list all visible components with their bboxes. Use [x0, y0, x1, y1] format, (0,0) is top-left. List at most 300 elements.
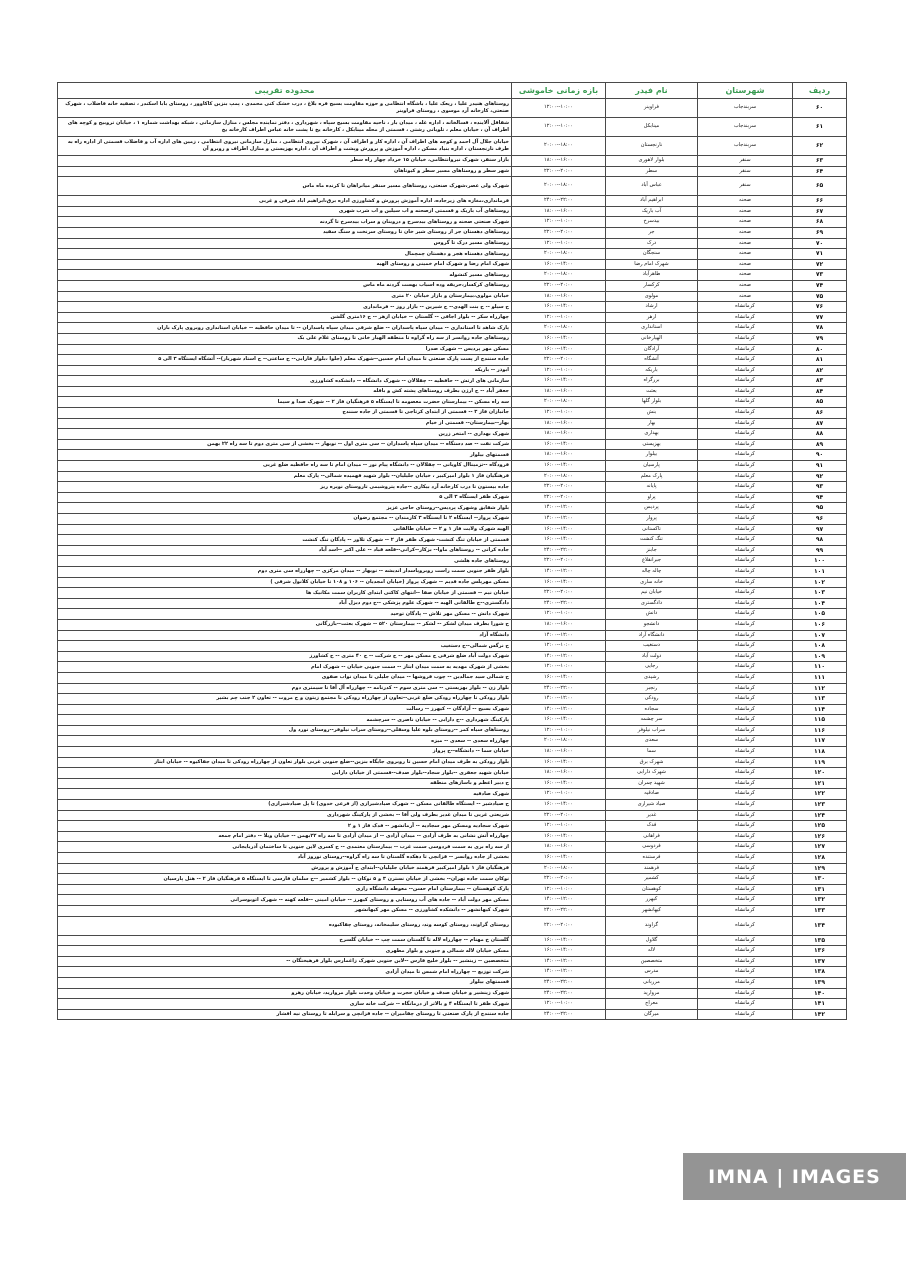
- radif-cell: ۸۹: [793, 439, 847, 450]
- table-row: [58, 956, 847, 967]
- feeder-cell: طاهرآباد: [606, 270, 698, 281]
- feeder-cell: تنگ کنشت: [606, 535, 698, 546]
- table-row: [58, 619, 847, 630]
- time-cell: ۲۰:۰۰--۲۲:۰۰: [512, 280, 606, 291]
- time-cell: ۱۰:۰۰--۱۲:۰۰: [512, 609, 606, 620]
- feeder-cell: دادگستری: [606, 598, 698, 609]
- time-cell: ۱۴:۰۰--۱۶:۰۰: [512, 672, 606, 683]
- table-row: [58, 418, 847, 429]
- area-cell: شهرک پرواز-- ایستگاه ۲ تا ایستگاه ۳ کارمندان -- مجتمع رضوان: [58, 514, 512, 525]
- area-cell: از سه راه بری به سمت فردوسی سمت غرب -- بیمارستان معتمدی -- ح کسری لاین جنوبی تا ساختمان آذربایجانی: [58, 842, 512, 853]
- shahrestan-cell: کرمانشاه: [698, 757, 793, 768]
- radif-cell: ۷۵: [793, 291, 847, 302]
- header-area: محدوده تقریبی: [58, 83, 512, 99]
- area-cell: شهرک ولی عصر،شهرک صنعتی، روستاهای مسیر سنقر میانراهان تا کرنده ماه ماس: [58, 177, 512, 196]
- shahrestan-cell: کرمانشاه: [698, 439, 793, 450]
- area-cell: بلوار ظفر جنوبی سمت راست روبروپاسدار اندیشه -- نوبهار -- میدان مرکزی -- چهارراه سی متری دوم: [58, 566, 512, 577]
- table-row: [58, 270, 847, 281]
- radif-cell: ۸۱: [793, 355, 847, 366]
- table-row: [58, 408, 847, 419]
- time-cell: ۱۸:۰۰--۲۰:۰۰: [512, 397, 606, 408]
- shahrestan-cell: کرمانشاه: [698, 736, 793, 747]
- radif-cell: ۷۸: [793, 323, 847, 334]
- shahrestan-cell: کرمانشاه: [698, 312, 793, 323]
- shahrestan-cell: کرمانشاه: [698, 598, 793, 609]
- table-row: [58, 609, 847, 620]
- radif-cell: ۱۳۳: [793, 905, 847, 916]
- radif-cell: ۱۰۵: [793, 609, 847, 620]
- area-cell: شهرک صادقیه: [58, 789, 512, 800]
- shahrestan-cell: کرمانشاه: [698, 662, 793, 673]
- radif-cell: ۹۸: [793, 535, 847, 546]
- time-cell: ۲۰:۰۰--۲۲:۰۰: [512, 810, 606, 821]
- table-row: [58, 789, 847, 800]
- feeder-cell: دستغیب: [606, 641, 698, 652]
- shahrestan-cell: کرمانشاه: [698, 482, 793, 493]
- feeder-cell: بنش: [606, 408, 698, 419]
- radif-cell: ۱۲۰: [793, 768, 847, 779]
- area-cell: پارک کوهستان -- بیمارستان امام حسن-- معوطه دانشگاه رازی: [58, 884, 512, 895]
- radif-cell: ۸۲: [793, 365, 847, 376]
- radif-cell: ۱۲۲: [793, 789, 847, 800]
- area-cell: جاده کرانی -- روستاهای ماوا-- بزکار--کرانی--قلعه قباد -- علی اکبر --اسد آباد: [58, 545, 512, 556]
- shahrestan-cell: کرمانشاه: [698, 884, 793, 895]
- area-cell: بخشی از شهرک مهدیه به سمت میدان ابتاز -- سمت جنوبی خیابان -- شهرک امام: [58, 662, 512, 673]
- feeder-cell: بلوار لاهوری: [606, 156, 698, 167]
- area-cell: روستاهای هنیدر علیا ، ریعک علیا ، باشگاه انتظامی و حوزه مقاومت بسیج فره بلاغ ، درب خشک کنی محمدی ، پمپ بنزین کاکاوور ، روستای بابا اسکندر ، تصفیه خانه فاضلاب ، شهرک صنعتی، کارخانه آرد موسوی ، روستای فراوینر: [58, 99, 512, 118]
- table-row: [58, 736, 847, 747]
- radif-cell: ۱۰۴: [793, 598, 847, 609]
- shahrestan-cell: کرمانشاه: [698, 461, 793, 472]
- time-cell: ۱۲:۰۰--۱۴:۰۰: [512, 566, 606, 577]
- shahrestan-cell: کرمانشاه: [698, 683, 793, 694]
- shahrestan-cell: کرمانشاه: [698, 630, 793, 641]
- area-cell: بخشی از جاده روانسر -- قزانچی تا دهکده گلستان تا سه راه گراوه--روستای نوروز آباد: [58, 853, 512, 864]
- feeder-cell: ازهر: [606, 312, 698, 323]
- area-cell: پارکینگ شهرداری --ح دارابی -- خیابان ناصری -- سرچشمه: [58, 715, 512, 726]
- area-cell: شهرک دانش -- مسکن مهر تلاش -- پادگان توحید: [58, 609, 512, 620]
- area-cell: شرکت نفت -- صد دستگاه -- میدان سپاه پاسداران -- سی متری اول -- نوبهار -- بخشی از سی متری دوم تا سه راه ۲۲ بهمن: [58, 439, 512, 450]
- shahrestan-cell: کرمانشاه: [698, 376, 793, 387]
- feeder-cell: آب باریک: [606, 206, 698, 217]
- shahrestan-cell: کرمانشاه: [698, 810, 793, 821]
- table-row: [58, 238, 847, 249]
- time-cell: ۱۴:۰۰--۱۶:۰۰: [512, 259, 606, 270]
- radif-cell: ۶۹: [793, 227, 847, 238]
- shahrestan-cell: صحنه: [698, 280, 793, 291]
- table-row: [58, 376, 847, 387]
- time-cell: ۱۶:۰۰--۱۸:۰۰: [512, 768, 606, 779]
- area-cell: چهارراه سعدی -- سعدی -- میزه: [58, 736, 512, 747]
- radif-cell: ۱۱۷: [793, 736, 847, 747]
- watermark-text: IMNA | IMAGES: [708, 1165, 881, 1188]
- radif-cell: ۷۳: [793, 270, 847, 281]
- time-cell: ۱۰:۰۰--۱۲:۰۰: [512, 641, 606, 652]
- feeder-cell: سما: [606, 747, 698, 758]
- time-cell: ۱۲:۰۰--۱۴:۰۰: [512, 630, 606, 641]
- area-cell: قسمتی از خیابان تنگ کنشت- شهرک ظفر فاز ۲ -- شهرک تلاور -- پادگان تنگ کنشت: [58, 535, 512, 546]
- radif-cell: ۱۰۸: [793, 641, 847, 652]
- table-row: [58, 280, 847, 291]
- shahrestan-cell: کرمانشاه: [698, 956, 793, 967]
- time-cell: ۱۲:۰۰--۱۴:۰۰: [512, 956, 606, 967]
- time-cell: ۱۴:۰۰--۱۶:۰۰: [512, 344, 606, 355]
- time-cell: ۱۶:۰۰--۱۸:۰۰: [512, 418, 606, 429]
- table-row: [58, 545, 847, 556]
- area-cell: شهرک زینشیر و خیابان صدف و خیابان حجرت و خیابان وحدت بلوار مروارید، خیابان رهرو: [58, 988, 512, 999]
- area-cell: خیابان سما -- دانشگاه--ح پرواز: [58, 747, 512, 758]
- feeder-cell: دانشگاه آزاد: [606, 630, 698, 641]
- table-row: [58, 935, 847, 946]
- feeder-cell: شهید چمران: [606, 778, 698, 789]
- feeder-cell: بعثت: [606, 386, 698, 397]
- feeder-cell: گلاول: [606, 935, 698, 946]
- table-row: [58, 694, 847, 705]
- radif-cell: ۱۳۵: [793, 935, 847, 946]
- time-cell: ۱۲:۰۰--۱۴:۰۰: [512, 651, 606, 662]
- shahrestan-cell: کرمانشاه: [698, 408, 793, 419]
- shahrestan-cell: کرمانشاه: [698, 323, 793, 334]
- shahrestan-cell: کرمانشاه: [698, 556, 793, 567]
- area-cell: جاده سنندج از پارک صنعتی تا روستای چقامیران -- جاده قزانچی و سرابله تا روستای نیه افشار: [58, 1009, 512, 1020]
- area-cell: روستاهای سیاه کمر --روستای بلوه علیا وسفلی--روستای سراب نیلوفر--روستای نورد ول: [58, 725, 512, 736]
- feeder-cell: پارسیان: [606, 461, 698, 472]
- time-cell: ۱۶:۰۰--۱۸:۰۰: [512, 291, 606, 302]
- time-cell: ۲۰:۰۰--۲۲:۰۰: [512, 556, 606, 567]
- table-row: [58, 683, 847, 694]
- shahrestan-cell: کرمانشاه: [698, 333, 793, 344]
- area-cell: شهرک صنعتی صحنه و روستاهای بیدسرخ و دروینان و سراب بیدسرخ تا گردنه: [58, 217, 512, 228]
- time-cell: ۱۸:۰۰--۲۰:۰۰: [512, 323, 606, 334]
- area-cell: فرهنگیان فاز ۱ بلوار امیرکبیر فرهمند خیابان جلیلیان--ابتدای ح آموزش و پرورش: [58, 863, 512, 874]
- time-cell: ۱۲:۰۰--۱۴:۰۰: [512, 704, 606, 715]
- shahrestan-cell: کرمانشاه: [698, 916, 793, 935]
- table-row: [58, 725, 847, 736]
- feeder-cell: بهار: [606, 418, 698, 429]
- radif-cell: ۱۴۲: [793, 1009, 847, 1020]
- feeder-cell: شهرک امام رضا: [606, 259, 698, 270]
- radif-cell: ۹۵: [793, 503, 847, 514]
- feeder-cell: سر چشمه: [606, 715, 698, 726]
- shahrestan-cell: سنقر: [698, 156, 793, 167]
- table-row: [58, 323, 847, 334]
- time-cell: ۲۰:۰۰--۲۲:۰۰: [512, 916, 606, 935]
- radif-cell: ۶۵: [793, 177, 847, 196]
- feeder-cell: کرکسار: [606, 280, 698, 291]
- time-cell: ۱۰:۰۰--۱۲:۰۰: [512, 408, 606, 419]
- time-cell: ۱۴:۰۰--۱۶:۰۰: [512, 333, 606, 344]
- radif-cell: ۷۶: [793, 302, 847, 313]
- time-cell: ۲۰:۰۰--۲۲:۰۰: [512, 588, 606, 599]
- feeder-cell: سراب نیلوفر: [606, 725, 698, 736]
- shahrestan-cell: کرمانشاه: [698, 344, 793, 355]
- area-cell: جانبازان فاز ۳ -- قسمتی از ابتدای کرتاجی تا قسمتی از جاده سنندج: [58, 408, 512, 419]
- table-row: [58, 196, 847, 207]
- radif-cell: ۱۳۰: [793, 874, 847, 885]
- feeder-cell: تاکستانی: [606, 524, 698, 535]
- radif-cell: ۱۴۰: [793, 988, 847, 999]
- feeder-cell: رشیدی: [606, 672, 698, 683]
- radif-cell: ۸۵: [793, 397, 847, 408]
- area-cell: شهرک ظفر ایستگاه ۳ الی ۵: [58, 492, 512, 503]
- area-cell: متخصصین -- زینشیر -- بلوار خلیج فارس --لاین جنوبی شهرک زاغمارس بلوار فرهیختگان --: [58, 956, 512, 967]
- shahrestan-cell: صحنه: [698, 227, 793, 238]
- time-cell: ۱۸:۰۰--۲۰:۰۰: [512, 177, 606, 196]
- time-cell: ۱۸:۰۰--۲۰:۰۰: [512, 471, 606, 482]
- table-row: [58, 821, 847, 832]
- shahrestan-cell: کرمانشاه: [698, 853, 793, 864]
- shahrestan-cell: کرمانشاه: [698, 895, 793, 906]
- feeder-cell: پردیس: [606, 503, 698, 514]
- time-cell: ۱۰:۰۰--۱۲:۰۰: [512, 312, 606, 323]
- header-time: بازه زمانی خاموشی: [512, 83, 606, 99]
- radif-cell: ۱۳۸: [793, 967, 847, 978]
- table-row: [58, 471, 847, 482]
- shahrestan-cell: کرمانشاه: [698, 672, 793, 683]
- time-cell: ۲۲:۰۰--۲۴:۰۰: [512, 977, 606, 988]
- table-body: [58, 99, 847, 1020]
- radif-cell: ۱۳۷: [793, 956, 847, 967]
- area-cell: ح شورا بطرف میدان لشکر -- لشکر -- بیمارستان ۵۲۰ -- شهرک بعثت--بازرگانی: [58, 619, 512, 630]
- table-row: [58, 503, 847, 514]
- table-row: [58, 302, 847, 313]
- shahrestan-cell: سنقر: [698, 177, 793, 196]
- area-cell: ح سیلو -- ح بنت الهدی-- ح شیرین -- بازار روز -- فرمانداری: [58, 302, 512, 313]
- radif-cell: ۸۴: [793, 386, 847, 397]
- time-cell: ۲۲:۰۰--۲۴:۰۰: [512, 545, 606, 556]
- shahrestan-cell: کرمانشاه: [698, 704, 793, 715]
- shahrestan-cell: کرمانشاه: [698, 545, 793, 556]
- shahrestan-cell: کرمانشاه: [698, 397, 793, 408]
- time-cell: ۱۰:۰۰--۱۲:۰۰: [512, 789, 606, 800]
- time-cell: ۱۴:۰۰--۱۶:۰۰: [512, 800, 606, 811]
- shahrestan-cell: کرمانشاه: [698, 429, 793, 440]
- time-cell: ۲۲:۰۰--۲۴:۰۰: [512, 905, 606, 916]
- area-cell: سازمانی های ارتش -- حافظیه -- چقلالان -- شهرک دانشگاه -- دانشکده کشاورزی: [58, 376, 512, 387]
- area-cell: مسکن مهر پردیس -- شهرک صدرا: [58, 344, 512, 355]
- area-cell: خیابان نیم -- قسمتی از خیابان صفا --انتهای کاکنی ابتدای کاربران سمت مکانیک ها: [58, 588, 512, 599]
- feeder-cell: فرستنده: [606, 853, 698, 864]
- shahrestan-cell: کرمانشاه: [698, 471, 793, 482]
- time-cell: ۱۶:۰۰--۱۸:۰۰: [512, 619, 606, 630]
- table-row: [58, 768, 847, 779]
- time-cell: ۱۶:۰۰--۱۸:۰۰: [512, 747, 606, 758]
- feeder-cell: سطر: [606, 166, 698, 177]
- table-row: [58, 312, 847, 323]
- table-row: [58, 630, 847, 641]
- shahrestan-cell: کرمانشاه: [698, 609, 793, 620]
- feeder-cell: صادقیه: [606, 789, 698, 800]
- table-row: [58, 206, 847, 217]
- table-row: [58, 386, 847, 397]
- time-cell: ۱۲:۰۰--۱۴:۰۰: [512, 895, 606, 906]
- table-row: [58, 704, 847, 715]
- header-feeder: نام فیدر: [606, 83, 698, 99]
- feeder-cell: مدرس: [606, 967, 698, 978]
- table-row: [58, 1009, 847, 1020]
- shahrestan-cell: سربندجاب: [698, 118, 793, 137]
- table-row: [58, 999, 847, 1010]
- table-row: [58, 249, 847, 260]
- feeder-cell: مولوی: [606, 291, 698, 302]
- area-cell: مسکن خیابان لاله شمالی و جنوبی و بلوار مطهری: [58, 946, 512, 957]
- area-cell: شهرک دولت آباد ضلع شرقی ح مسکن مهر -- ح شرکت -- ح ۴۰ متری -- ح کشاورز: [58, 651, 512, 662]
- feeder-cell: متخصصین: [606, 956, 698, 967]
- radif-cell: ۱۰۹: [793, 651, 847, 662]
- feeder-cell: میرگان: [606, 1009, 698, 1020]
- table-row: [58, 344, 847, 355]
- area-cell: شهرک بهداری -- امتخر زرین: [58, 429, 512, 440]
- feeder-cell: گراوند: [606, 916, 698, 935]
- time-cell: ۱۸:۰۰--۲۰:۰۰: [512, 137, 606, 156]
- shahrestan-cell: کرمانشاه: [698, 999, 793, 1010]
- time-cell: ۱۴:۰۰--۱۶:۰۰: [512, 439, 606, 450]
- time-cell: ۲۲:۰۰--۲۴:۰۰: [512, 1009, 606, 1020]
- feeder-cell: دولت آباد: [606, 651, 698, 662]
- feeder-cell: مینابکل: [606, 118, 698, 137]
- area-cell: شهرک سجادیه ومسکن مهر سجادیه -- آرمانشهر -- فدک فاز ۱ و ۲: [58, 821, 512, 832]
- area-cell: نوکان سمت جاده تهران-- بخشی از خیابان نسترن ۳ و ۵ نوکان -- بلوار کشمیر --ح سلمان فارسی تا ایستگاه ۵ فرهنگیان فاز ۲ -- هتل پارسیان: [58, 874, 512, 885]
- feeder-cell: کوهستان: [606, 884, 698, 895]
- shahrestan-cell: صحنه: [698, 291, 793, 302]
- area-cell: روستاهای جاده روانسر از سه راه گراوه تا منطقه الهیار خانی تا روستای غلام علی بک: [58, 333, 512, 344]
- time-cell: ۲۲:۰۰--۲۴:۰۰: [512, 683, 606, 694]
- radif-cell: ۱۲۵: [793, 821, 847, 832]
- table-row: [58, 482, 847, 493]
- time-cell: ۱۰:۰۰--۱۲:۰۰: [512, 365, 606, 376]
- area-cell: قسمتهای بیلوار: [58, 450, 512, 461]
- table-row: [58, 524, 847, 535]
- table-header-row: [58, 83, 847, 99]
- shahrestan-cell: کرمانشاه: [698, 365, 793, 376]
- shahrestan-cell: صحنه: [698, 238, 793, 249]
- shahrestan-cell: کرمانشاه: [698, 778, 793, 789]
- time-cell: ۱۴:۰۰--۱۶:۰۰: [512, 577, 606, 588]
- table-row: [58, 946, 847, 957]
- table-row: [58, 662, 847, 673]
- time-cell: ۲۰:۰۰--۲۲:۰۰: [512, 227, 606, 238]
- area-cell: مسکن مهرپلس جاده قدیم -- شهرک پرواز (خیابان امجدیان -- ۱۰۶ و ۱۰۸ تا خیابان کلانول شرقی ): [58, 577, 512, 588]
- table-row: [58, 291, 847, 302]
- radif-cell: ۱۲۶: [793, 831, 847, 842]
- table-row: [58, 461, 847, 472]
- feeder-cell: بهداری: [606, 429, 698, 440]
- feeder-cell: خانه سازی: [606, 577, 698, 588]
- feeder-cell: رنجبر: [606, 683, 698, 694]
- time-cell: ۱۰:۰۰--۱۲:۰۰: [512, 999, 606, 1010]
- table-row: [58, 217, 847, 228]
- feeder-cell: معراج: [606, 999, 698, 1010]
- table-row: [58, 967, 847, 978]
- table-row: [58, 884, 847, 895]
- area-cell: روستاهای مسیر درک تا گروس: [58, 238, 512, 249]
- time-cell: ۱۴:۰۰--۱۶:۰۰: [512, 831, 606, 842]
- shahrestan-cell: کرمانشاه: [698, 492, 793, 503]
- feeder-cell: درک: [606, 238, 698, 249]
- table-row: [58, 514, 847, 525]
- radif-cell: ۹۱: [793, 461, 847, 472]
- table-row: [58, 166, 847, 177]
- table-row: [58, 333, 847, 344]
- radif-cell: ۱۳۱: [793, 884, 847, 895]
- radif-cell: ۹۰: [793, 450, 847, 461]
- shahrestan-cell: کرمانشاه: [698, 725, 793, 736]
- table-row: [58, 397, 847, 408]
- shahrestan-cell: صحنه: [698, 217, 793, 228]
- area-cell: چهارراه سکر -- بلوار اجاقی -- گلستان -- خیابان ازهر -- ح ۱۶متری گلشن: [58, 312, 512, 323]
- feeder-cell: خیابان نیم: [606, 588, 698, 599]
- radif-cell: ۹۶: [793, 514, 847, 525]
- radif-cell: ۱۲۸: [793, 853, 847, 864]
- area-cell: بلوار رودکی تا چهارراه رودکی ضلع غربی--تعاون از چهارراه رودکی تا مجتمع زیتون و ح مروت -- تعاون ۲ جنب چم بشیر: [58, 694, 512, 705]
- feeder-cell: بیلوار: [606, 450, 698, 461]
- radif-cell: ۷۰: [793, 238, 847, 249]
- shahrestan-cell: کرمانشاه: [698, 450, 793, 461]
- area-cell: روستاهای کرکسار،حریقه وده اسباب بهست گردنه ماه ماس: [58, 280, 512, 291]
- radif-cell: ۱۱۸: [793, 747, 847, 758]
- shahrestan-cell: کرمانشاه: [698, 514, 793, 525]
- feeder-cell: مرزبانی: [606, 977, 698, 988]
- shahrestan-cell: کرمانشاه: [698, 967, 793, 978]
- table-row: [58, 810, 847, 821]
- area-cell: ح صیادشیر -- ایستگاه طالقانی مسکن -- شهرک صیادشیرازی (از فرعی خدوی) تا پل صیادشیرازی): [58, 800, 512, 811]
- area-cell: بلوار رودکی به طرف میدان امام حسین تا روبروی جایگاه بنزین--ضلع جنوبی غربی بلوار تعاون از چهارراه رودکی تا میدان جفاکیوه -- خیابان ابتاز: [58, 757, 512, 768]
- radif-cell: ۶۲: [793, 137, 847, 156]
- shahrestan-cell: کرمانشاه: [698, 988, 793, 999]
- feeder-cell: پارک معلم: [606, 471, 698, 482]
- radif-cell: ۱۳۹: [793, 977, 847, 988]
- area-cell: شرکت توزیع -- چهارراه امام شمس تا میدان آزادی: [58, 967, 512, 978]
- radif-cell: ۱۱۵: [793, 715, 847, 726]
- area-cell: ح دبیر اعظم و باسازهای منطقه: [58, 778, 512, 789]
- header-radif: ردیف: [793, 83, 847, 99]
- radif-cell: ۱۰۲: [793, 577, 847, 588]
- feeder-cell: فراوینر: [606, 99, 698, 118]
- radif-cell: ۹۲: [793, 471, 847, 482]
- shahrestan-cell: کرمانشاه: [698, 386, 793, 397]
- radif-cell: ۱۴۱: [793, 999, 847, 1010]
- feeder-cell: فدک: [606, 821, 698, 832]
- radif-cell: ۱۱۱: [793, 672, 847, 683]
- table-row: [58, 757, 847, 768]
- shahrestan-cell: کرمانشاه: [698, 789, 793, 800]
- feeder-cell: عباس آباد: [606, 177, 698, 196]
- radif-cell: ۶۶: [793, 196, 847, 207]
- time-cell: ۱۸:۰۰--۲۰:۰۰: [512, 249, 606, 260]
- feeder-cell: دانشجو: [606, 619, 698, 630]
- radif-cell: ۱۱۰: [793, 662, 847, 673]
- area-cell: شهرک کیهانشهر -- دانشکده کشاورزی -- مسکن مهر کیهانشهر: [58, 905, 512, 916]
- time-cell: ۱۲:۰۰--۱۴:۰۰: [512, 967, 606, 978]
- table-row: [58, 715, 847, 726]
- area-cell: روستاهای دهستاه هجر و دهستان چمچمال: [58, 249, 512, 260]
- time-cell: ۲۲:۰۰--۲۴:۰۰: [512, 988, 606, 999]
- time-cell: ۱۰:۰۰--۱۲:۰۰: [512, 821, 606, 832]
- area-cell: شریعتی غربی تا میدان غدیر بطرف ولی آقا -- بخشی از پارکینگ شهرداری: [58, 810, 512, 821]
- shahrestan-cell: صحنه: [698, 196, 793, 207]
- shahrestan-cell: صحنه: [698, 206, 793, 217]
- table-row: [58, 747, 847, 758]
- shahrestan-cell: کرمانشاه: [698, 694, 793, 705]
- table-row: [58, 905, 847, 916]
- time-cell: ۲۰:۰۰--۲۲:۰۰: [512, 482, 606, 493]
- feeder-cell: دانش: [606, 609, 698, 620]
- radif-cell: ۸۷: [793, 418, 847, 429]
- feeder-cell: پرواز: [606, 514, 698, 525]
- radif-cell: ۹۴: [793, 492, 847, 503]
- time-cell: ۱۰:۰۰--۱۲:۰۰: [512, 118, 606, 137]
- radif-cell: ۶۴: [793, 166, 847, 177]
